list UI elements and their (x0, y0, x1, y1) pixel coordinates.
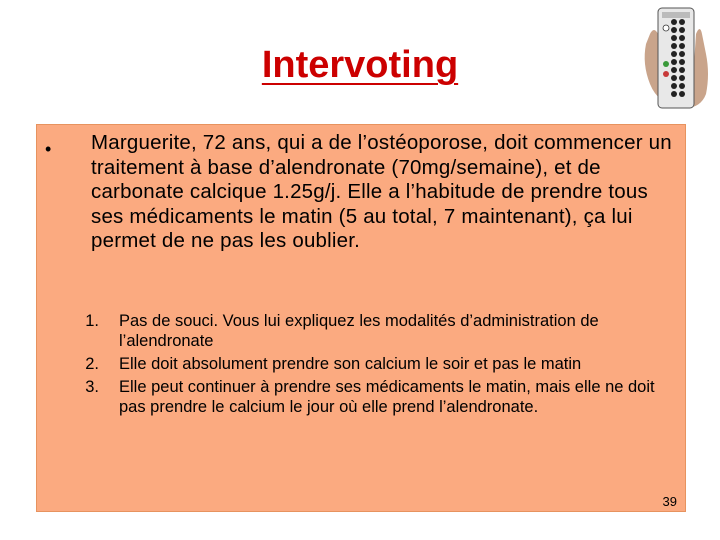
answer-option-2 (77, 354, 677, 374)
answer-options (77, 311, 677, 420)
question-text: Marguerite, 72 ans, qui a de l’ostéoporose, doit commencer un traitement à base d’alendronate (70mg/semaine), et de carbonate calcique 1.25g/j. Elle a l’habitude de prendre tous ses médicaments le matin (5 au total, 7 maintenant), ça lui permet de ne pas les oublier. (91, 131, 672, 252)
slide-title: Intervoting (261, 44, 459, 86)
answer-option-1 (77, 311, 677, 351)
page-number: 39 (662, 494, 677, 509)
option-text: Elle doit absolument prendre son calcium le soir et pas le matin (119, 355, 582, 373)
bullet-marker: • (45, 139, 52, 159)
option-text: Pas de souci. Vous lui expliquez les modalités d’administration de l’alendronate (119, 312, 599, 350)
answer-option-3 (77, 377, 677, 417)
option-number: 1. (85, 312, 99, 330)
question-box (36, 124, 686, 512)
voting-remote-icon (640, 4, 714, 112)
option-number: 2. (85, 355, 99, 373)
option-number: 3. (85, 378, 99, 396)
option-text: Elle peut continuer à prendre ses médicaments le matin, mais elle ne doit pas prendre le calcium le jour où elle prend l’alendronate. (119, 378, 655, 416)
